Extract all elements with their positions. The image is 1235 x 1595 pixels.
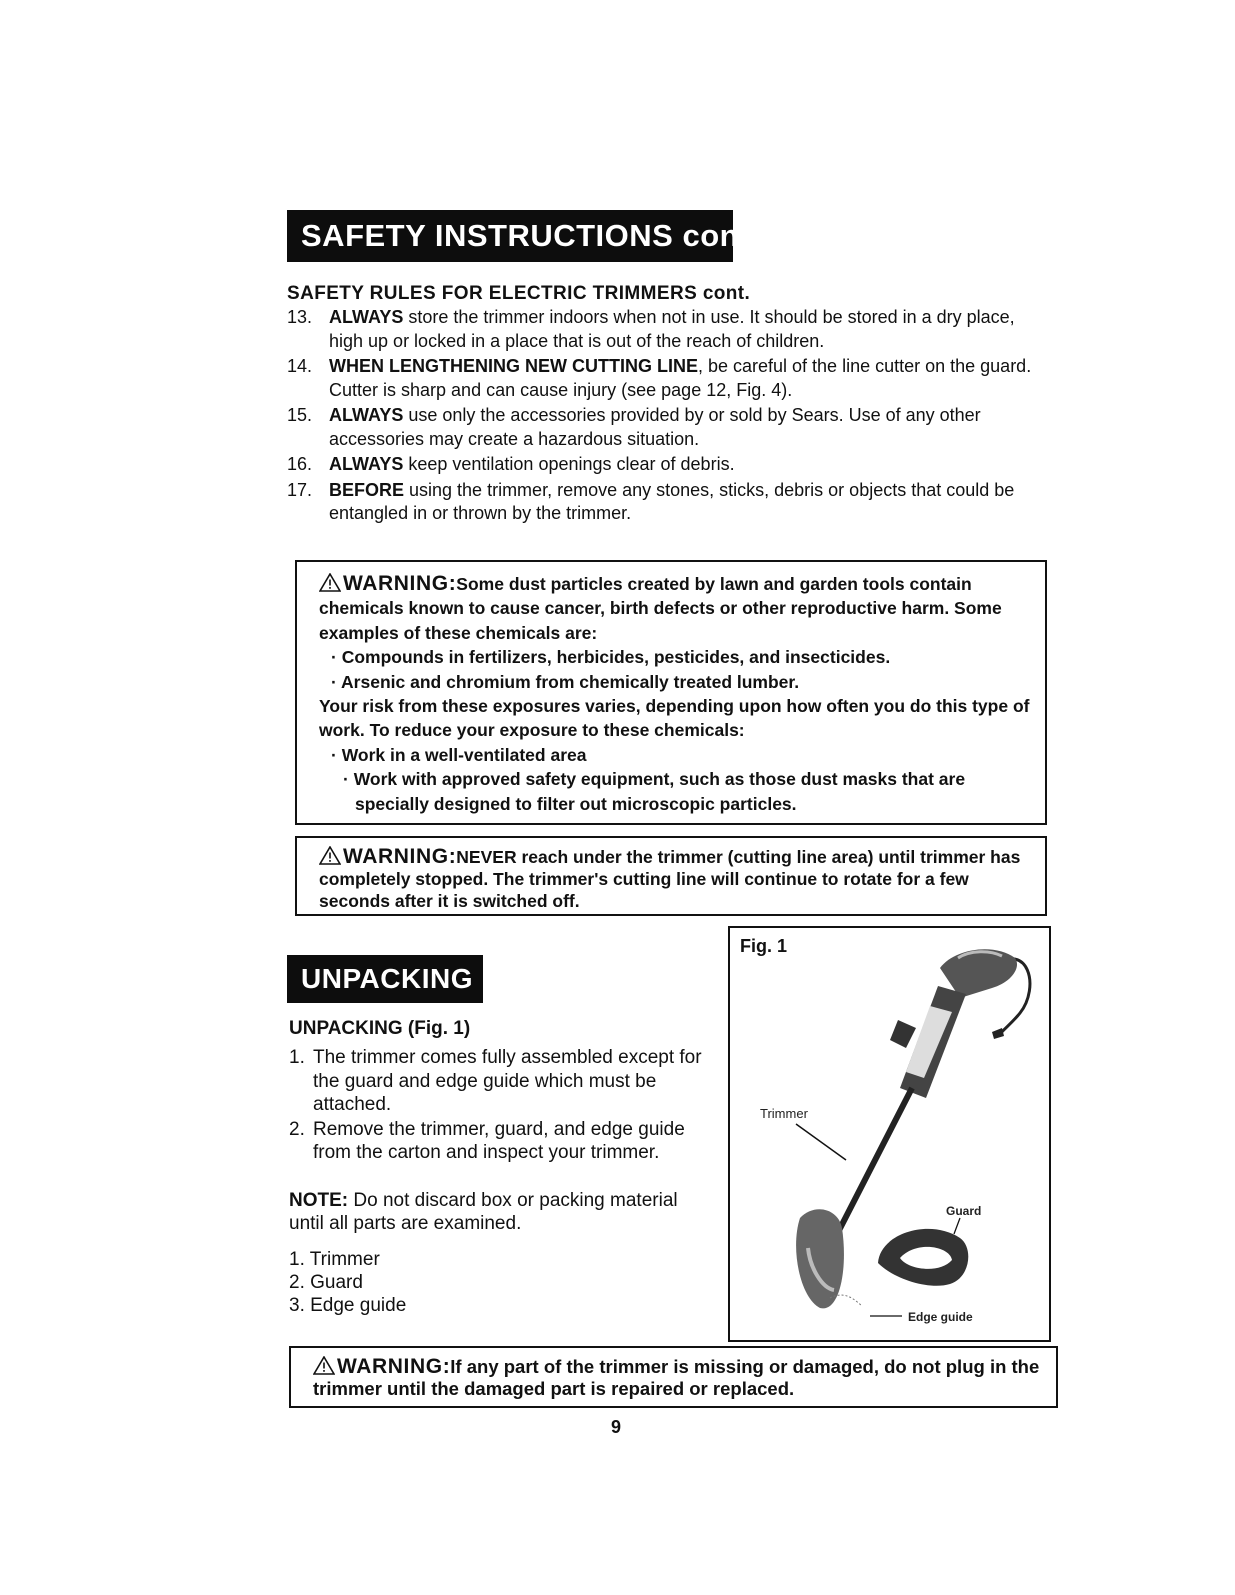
rule-lead: WHEN LENGTHENING NEW CUTTING LINE (329, 356, 698, 376)
rule-lead: ALWAYS (329, 454, 404, 474)
list-item: 1. Trimmer (289, 1249, 380, 1270)
rule-text: store the trimmer indoors when not in use. It should be stored in a dry place, high up or locked in a place that is out of the reach of children. (329, 307, 1015, 351)
rule-item (287, 306, 1047, 353)
list-item: · Work with approved safety equipment, such as those dust masks that are specially designed to filter out microscopic particles. (343, 769, 966, 814)
list-item: 2. Guard (289, 1272, 363, 1293)
warning-risk-text: Your risk from these exposures varies, depending upon how often you do this type of work. To reduce your exposure to these chemicals: (319, 696, 1030, 741)
warning-triangle-icon (313, 1356, 335, 1375)
list-item: 2. Remove the trimmer, guard, and edge guide from the carton and inspect your trimmer. (289, 1118, 685, 1163)
rule-lead: ALWAYS (329, 307, 404, 327)
rule-number: 13. (287, 307, 313, 327)
rule-number: 17. (287, 479, 313, 500)
rule-text: use only the accessories provided by or sold by Sears. Use of any other accessories may create a hazardous situation. (329, 405, 981, 449)
rule-text: keep ventilation openings clear of debris. (403, 454, 735, 474)
safety-rules-list (287, 306, 1047, 528)
trimmer-illustration (730, 928, 1049, 1340)
unpacking-steps (289, 1046, 719, 1166)
chemical-warning-box (295, 560, 1047, 825)
warning-triangle-icon (319, 846, 341, 865)
rule-number: 14. (287, 356, 313, 376)
list-item: · Work in a well-ventilated area (331, 744, 587, 765)
unpacking-banner: UNPACKING (287, 955, 483, 1003)
safety-rules-subheading: SAFETY RULES FOR ELECTRIC TRIMMERS cont. (287, 283, 751, 304)
missing-parts-warning-box (289, 1346, 1058, 1408)
list-item: · Arsenic and chromium from chemically treated lumber. (331, 671, 800, 692)
edge-guide-label: Edge guide (908, 1310, 973, 1324)
warning-triangle-icon (319, 573, 341, 592)
list-item: 1. The trimmer comes fully assembled except for the guard and edge guide which must be attached. (289, 1047, 702, 1115)
rule-lead: BEFORE (329, 479, 405, 500)
warning-label: WARNING: (337, 1355, 451, 1378)
rule-text: using the trimmer, remove any stones, sticks, debris or objects that could be entangled in or thrown by the trimmer. (329, 479, 1015, 523)
page-number: 9 (611, 1417, 622, 1437)
note-label: NOTE: (289, 1190, 349, 1211)
list-item: 3. Edge guide (289, 1295, 407, 1316)
rule-item (287, 453, 1047, 477)
parts-list (289, 1248, 406, 1317)
rule-number: 15. (287, 405, 313, 425)
note-text: NOTE: Do not discard box or packing material until all parts are examined. (289, 1190, 678, 1234)
rotation-warning-box (295, 836, 1047, 916)
rule-text: , be careful of the line cutter on the guard. Cutter is sharp and can cause injury (see page 12, Fig. 4). (329, 356, 1032, 400)
warning-text: NEVER reach under the trimmer (cutting line area) until trimmer has completely stopped. The trimmer's cutting line will continue to rotate for a few seconds after it is switched off. (319, 847, 1021, 911)
rule-number: 16. (287, 454, 313, 474)
list-item: · Compounds in fertilizers, herbicides, pesticides, and insecticides. (331, 647, 891, 668)
trimmer-label: Trimmer (760, 1106, 808, 1121)
rule-lead: ALWAYS (329, 405, 404, 425)
figure-1 (728, 926, 1051, 1342)
unpacking-subheading: UNPACKING (Fig. 1) (289, 1018, 471, 1039)
rule-item (287, 355, 1047, 402)
warning-text: If any part of the trimmer is missing or damaged, do not plug in the trimmer until the damaged part is repaired or replaced. (313, 1356, 1040, 1399)
figure-title: Fig. 1 (740, 936, 788, 956)
rule-item (287, 404, 1047, 451)
warning-label: WARNING: (343, 845, 457, 868)
safety-instructions-banner: SAFETY INSTRUCTIONS cont. (287, 210, 733, 262)
rule-item (287, 479, 1047, 526)
warning-label: WARNING: (343, 572, 457, 595)
warning-intro: Some dust particles created by lawn and garden tools contain chemicals known to cause cancer, birth defects or other reproductive harm. Some examples of these chemicals are: (319, 574, 1002, 643)
guard-label: Guard (946, 1204, 982, 1218)
